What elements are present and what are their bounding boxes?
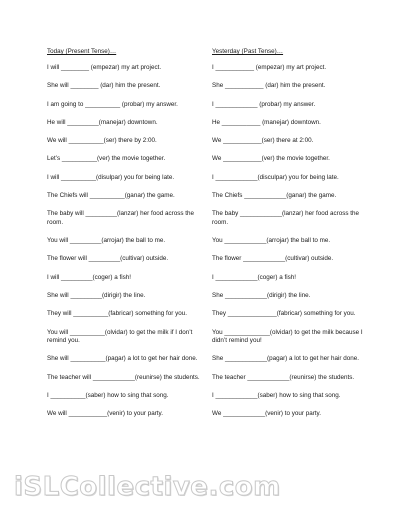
exercise-sentence: I will __________(disulpar) you for being late.: [47, 173, 175, 181]
exercise-sentence: I will ________ (empezar) my art project.: [47, 64, 162, 71]
exercise-sentence: The Chiefs will __________(ganar) the game.: [47, 191, 175, 199]
exercise-sentence: You will __________(olvidar) to get the milk if I don’t remind you.: [47, 328, 193, 345]
present-tense-heading: Today (Present Tense)…: [47, 48, 117, 55]
exercise-sentence: The baby ____________(lanzar) her food across the room.: [212, 210, 360, 226]
exercise-sentence: You _____________(olvidar) to get the milk because I didn’t remind you!: [212, 328, 363, 345]
exercise-sentence: You ____________(arrojar) the ball to me.: [212, 237, 331, 245]
past-tense-column: [212, 48, 370, 429]
present-tense-column: [47, 48, 205, 429]
exercise-sentence: They ______________(fabricar) something for you.: [212, 310, 356, 318]
past-tense-list: [212, 64, 370, 419]
exercise-sentence: We will __________(ser) there by 2:00.: [47, 137, 157, 145]
exercise-sentence: She will ________ (dar) him the present.: [47, 82, 161, 90]
past-tense-heading: Yesterday (Past Tense)…: [212, 48, 284, 55]
exercise-sentence: The flower ____________(cultivar) outside.: [212, 255, 334, 263]
present-tense-list: [47, 64, 205, 419]
exercise-sentence: She ___________ (dar) him the present.: [212, 82, 326, 90]
exercise-sentence: I ___________ (empezar) my art project.: [212, 64, 327, 71]
exercise-sentence: They will __________(fabricar) something for you.: [47, 310, 188, 318]
exercise-sentence: I ____________ (probar) my answer.: [212, 100, 316, 108]
exercise-sentence: She ____________(pagar) a lot to get her hair done.: [212, 355, 360, 363]
exercise-sentence: The flower will _________(cultivar) outside.: [47, 255, 169, 263]
exercise-sentence: I ____________(saber) how to sing that song.: [212, 391, 341, 399]
exercise-sentence: He ___________ (manejar) downtown.: [212, 118, 321, 126]
exercise-sentence: I __________(saber) how to sing that song.: [47, 391, 169, 399]
watermark-logo: iSLCollective.com: [14, 472, 281, 502]
exercise-sentence: He will _________(manejar) downtown.: [47, 118, 158, 126]
exercise-sentence: She will _________(dirigir) the line.: [47, 291, 146, 299]
exercise-sentence: We ____________(venir) to your party.: [212, 410, 321, 418]
exercise-sentence: The teacher will ____________(reunirse) the students.: [47, 373, 200, 381]
exercise-sentence: She will __________(pagar) a lot to get her hair done.: [47, 355, 198, 363]
exercise-sentence: You will _________(arrojar) the ball to me.: [47, 237, 166, 245]
exercise-sentence: I will _________(coger) a fish!: [47, 273, 132, 281]
exercise-sentence: We will ___________(venir) to your party.: [47, 410, 163, 418]
exercise-sentence: Let’s __________(ver) the movie together.: [47, 155, 166, 163]
exercise-sentence: The teacher ____________(reunirse) the students.: [212, 373, 355, 381]
exercise-sentence: I ____________(disculpar) you for being late.: [212, 173, 339, 181]
exercise-sentence: I ____________(coger) a fish!: [212, 273, 297, 281]
exercise-sentence: The baby will _________(lanzar) her food across the room.: [47, 210, 195, 226]
exercise-sentence: She ____________(dirigir) the line.: [212, 291, 311, 299]
exercise-sentence: The Chiefs ____________(ganar) the game.: [212, 191, 337, 199]
exercise-sentence: We ___________(ver) the movie together.: [212, 155, 330, 163]
exercise-sentence: I am going to __________ (probar) my answer.: [47, 100, 178, 108]
exercise-sentence: We ___________(ser) there at 2:00.: [212, 137, 314, 145]
